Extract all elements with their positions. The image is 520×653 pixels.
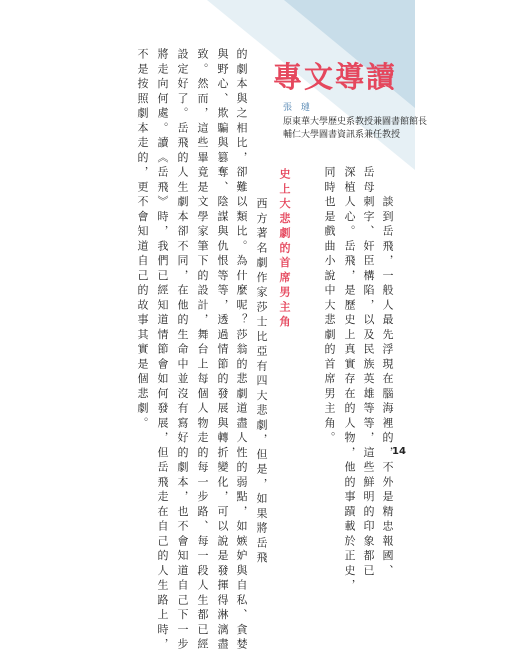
body-column: 不是按照劇本走的，更不會知道自己的故事其實是個悲劇。	[136, 48, 149, 432]
body-column: 與野心、欺騙與篡奪、陰謀與仇恨等等，透過情節的發展與轉折變化，可以說是發揮得淋漓盡	[216, 48, 229, 653]
body-column: 的劇本與之相比，卻難以類比。為什麼呢？莎翁的悲劇道盡人性的弱點，如嫉妒與自私、貪婪	[235, 48, 248, 653]
body-column: 談到岳飛，一般人最先浮現在腦海裡的，不外是精忠報國、	[381, 166, 394, 579]
page-number: 14	[392, 446, 406, 457]
section-heading: 史上大悲劇的首席男主角	[278, 168, 291, 331]
author-affiliation: 原東華大學歷史系教授兼圖書館館長	[283, 117, 428, 127]
body-column: 岳母刺字、奸臣構陷，以及民族英雄等等，這些鮮明的印象都已	[362, 166, 375, 579]
body-column: 致。然而，這些畢竟是文學家筆下的設計，舞台上每個人物走的每一步路、每一段人生都已經	[196, 48, 209, 653]
body-column: 西方著名劇作家莎士比亞有四大悲劇，但是，如果將岳飛	[255, 168, 268, 567]
body-column: 設定好了。岳飛的人生劇本卻不同，在他的生命中並沒有寫好的劇本，也不會知道自己下一步	[176, 48, 189, 653]
body-column: 深植人心。岳飛，是歷史上真實存在的人物，他的事蹟載於正史，	[343, 166, 356, 594]
body-column: 同時也是戲曲小說中大悲劇的首席男主角。	[323, 166, 336, 447]
author-name: 張 璉	[283, 103, 313, 113]
body-column: 將走向何處。讀《岳飛》時，我們已經知道情節會如何發展，但岳飛走在自己的人生路上時，	[156, 48, 169, 653]
page-title: 專文導讀	[273, 59, 398, 94]
author-affiliation: 輔仁大學圖書資訊系兼任教授	[283, 130, 401, 140]
